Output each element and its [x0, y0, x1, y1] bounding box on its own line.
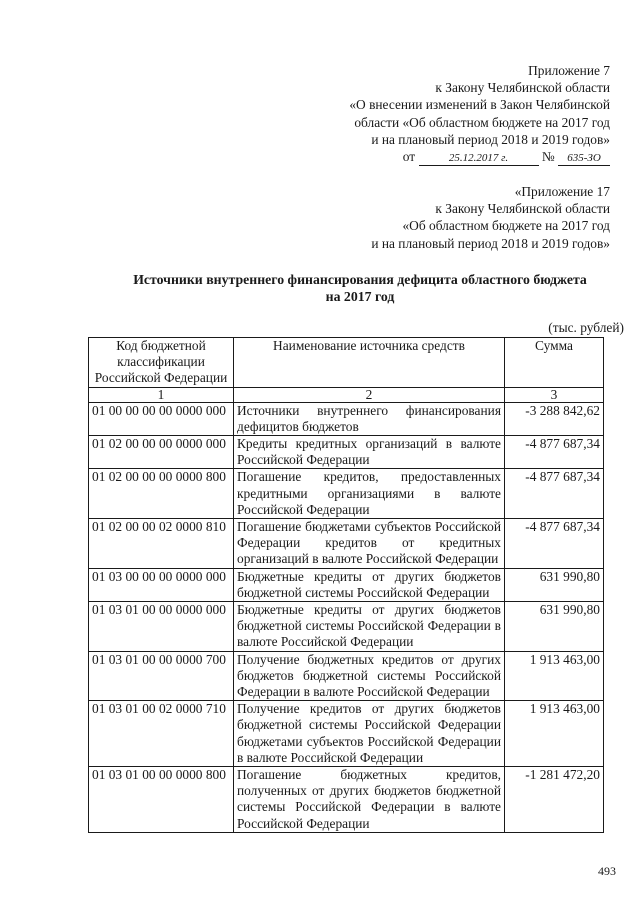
appendix-7-header — [349, 62, 610, 166]
appendix-17-line2: к Закону Челябинской области — [435, 201, 610, 217]
appendix-7-line3: «О внесении изменений в Закон Челябинской — [349, 97, 610, 113]
header-code: Код бюджетной классификации Российской Федерации — [89, 338, 234, 388]
table-row — [89, 651, 604, 701]
units-label: (тыс. рублей) — [548, 320, 624, 335]
row-amount: -4 877 687,34 — [505, 469, 604, 519]
law-number: 635-ЗО — [558, 152, 610, 166]
row-amount: 1 913 463,00 — [505, 701, 604, 767]
column-number: 1 — [89, 387, 234, 402]
table-row — [89, 469, 604, 519]
row-name: Погашение кредитов, предоставленных кредитными организациями в валюте Российской Федерации — [234, 469, 505, 519]
title-line2: на 2017 год — [325, 289, 395, 304]
appendix-7-line2: к Закону Челябинской области — [435, 80, 610, 96]
row-name: Получение бюджетных кредитов от других бюджетов бюджетной системы Российской Федерации в валюте Российской Федерации — [234, 651, 505, 701]
row-name: Погашение бюджетных кредитов, полученных от других бюджетов бюджетной системы Российской Федерации в валюте Российской Федерации — [234, 767, 505, 833]
table-row — [89, 767, 604, 833]
row-amount: -4 877 687,34 — [505, 436, 604, 469]
appendix-7-line5: и на плановый период 2018 и 2019 годов» — [371, 131, 610, 147]
page-number: 493 — [598, 864, 616, 878]
row-code: 01 02 00 00 00 0000 000 — [89, 436, 234, 469]
row-name: Погашение бюджетами субъектов Российской Федерации кредитов от кредитных организаций в валюте Российской Федерации — [234, 519, 505, 569]
row-amount: 631 990,80 — [505, 568, 604, 601]
column-number: 2 — [234, 387, 505, 402]
financing-sources-table — [88, 337, 604, 833]
date-prefix: от — [402, 149, 416, 165]
appendix-17-line3: «Об областном бюджете на 2017 год — [402, 218, 610, 234]
row-code: 01 03 01 00 02 0000 710 — [89, 701, 234, 767]
row-amount: -4 877 687,34 — [505, 519, 604, 569]
row-code: 01 02 00 00 00 0000 800 — [89, 469, 234, 519]
row-amount: 1 913 463,00 — [505, 651, 604, 701]
document-title — [100, 271, 620, 305]
row-code: 01 03 01 00 00 0000 800 — [89, 767, 234, 833]
column-number: 3 — [505, 387, 604, 402]
row-amount: 631 990,80 — [505, 602, 604, 652]
table-row — [89, 568, 604, 601]
row-name: Бюджетные кредиты от других бюджетов бюджетной системы Российской Федерации — [234, 568, 505, 601]
row-code: 01 00 00 00 00 0000 000 — [89, 402, 234, 435]
row-amount: -1 281 472,20 — [505, 767, 604, 833]
column-number-row — [89, 387, 604, 402]
row-name: Кредиты кредитных организаций в валюте Российской Федерации — [234, 436, 505, 469]
law-date: 25.12.2017 г. — [419, 152, 539, 166]
appendix-7-line4: области «Об областном бюджете на 2017 год — [354, 114, 610, 130]
appendix-17-header — [371, 183, 610, 252]
title-line1: Источники внутреннего финансирования дефицита областного бюджета — [133, 272, 587, 287]
table-row — [89, 436, 604, 469]
row-code: 01 03 00 00 00 0000 000 — [89, 568, 234, 601]
date-number-line — [349, 148, 610, 166]
table-header-row — [89, 338, 604, 388]
row-name: Источники внутреннего финансирования дефицитов бюджетов — [234, 402, 505, 435]
row-code: 01 03 01 00 00 0000 000 — [89, 602, 234, 652]
row-code: 01 03 01 00 00 0000 700 — [89, 651, 234, 701]
row-amount: -3 288 842,62 — [505, 402, 604, 435]
table-row — [89, 402, 604, 435]
appendix-17-line1: «Приложение 17 — [514, 184, 610, 199]
row-name: Бюджетные кредиты от других бюджетов бюджетной системы Российской Федерации в валюте Российской Федерации — [234, 602, 505, 652]
row-code: 01 02 00 00 02 0000 810 — [89, 519, 234, 569]
table-row — [89, 602, 604, 652]
appendix-17-line4: и на плановый период 2018 и 2019 годов» — [371, 235, 610, 251]
header-amount: Сумма — [505, 338, 604, 388]
appendix-7-line1: Приложение 7 — [528, 63, 610, 78]
row-name: Получение кредитов от других бюджетов бюджетной системы Российской Федерации бюджетами субъектов Российской Федерации в валюте Российской Федерации — [234, 701, 505, 767]
table-row — [89, 701, 604, 767]
number-prefix: № — [541, 149, 555, 165]
header-name: Наименование источника средств — [234, 338, 505, 388]
table-row — [89, 519, 604, 569]
